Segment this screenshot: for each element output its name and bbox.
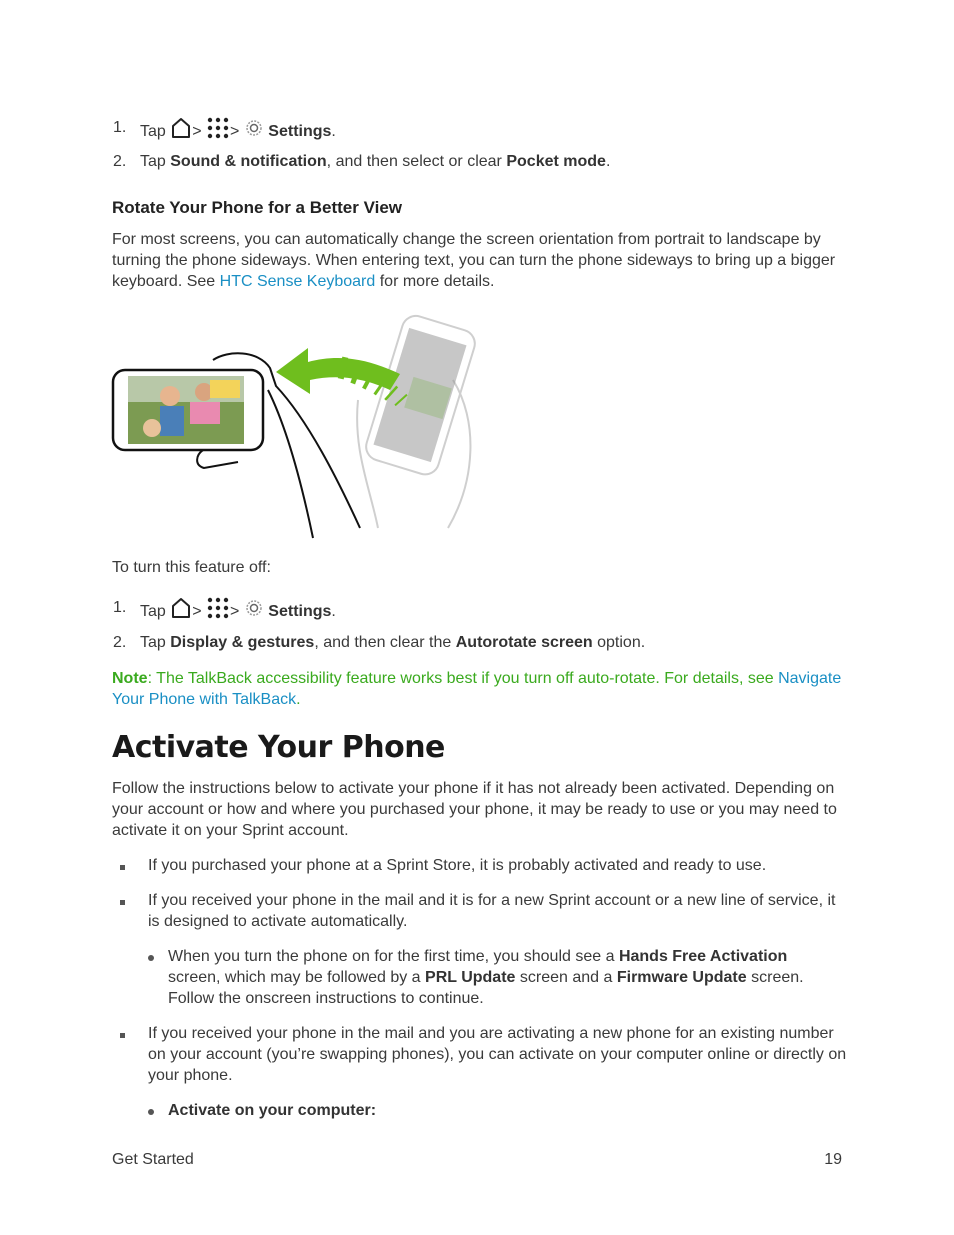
apps-grid-icon bbox=[206, 596, 230, 628]
step-1-settings: 1. Tap > > Settings. bbox=[113, 116, 853, 140]
talkback-link[interactable]: Navigate Your Phone with TalkBack bbox=[112, 670, 842, 708]
step-1-settings-b: 1. Tap > > Settings. bbox=[113, 596, 853, 620]
talkback-note: Note: The TalkBack accessibility feature works best if you turn off auto-rotate. For details, see Navigate Your Phone with TalkBack. bbox=[112, 670, 842, 708]
turn-off-label: To turn this feature off: bbox=[112, 559, 271, 576]
settings-gear-icon bbox=[244, 118, 264, 146]
rotate-phone-illustration bbox=[108, 310, 478, 542]
footer-section-name: Get Started bbox=[112, 1151, 194, 1168]
page-number: 19 bbox=[824, 1151, 842, 1168]
step-2-pocket-mode: 2. Tap Sound & notification, and then select or clear Pocket mode. bbox=[113, 153, 611, 170]
apps-grid-icon bbox=[206, 116, 230, 148]
activate-intro: Follow the instructions below to activate your phone if it has not already been activated. Depending on your account or how and where you purchased your phone, it may be ready to use or you may need to activate it on your Sprint account. bbox=[112, 780, 837, 839]
rotate-paragraph: For most screens, you can automatically change the screen orientation from portrait to landscape by turning the phone sideways. When entering text, you can turn the phone sideways to bring up a bigger keyboard. See HTC Sense Keyboard for more details. bbox=[112, 231, 836, 290]
htc-sense-keyboard-link[interactable]: HTC Sense Keyboard bbox=[219, 273, 376, 290]
settings-gear-icon bbox=[244, 598, 264, 626]
home-icon bbox=[170, 117, 192, 147]
home-icon bbox=[170, 597, 192, 627]
section-heading-rotate: Rotate Your Phone for a Better View bbox=[112, 198, 403, 217]
activate-heading: Activate Your Phone bbox=[112, 730, 445, 765]
step-2-autorotate: 2. Tap Display & gestures, and then clear the Autorotate screen option. bbox=[113, 634, 646, 651]
